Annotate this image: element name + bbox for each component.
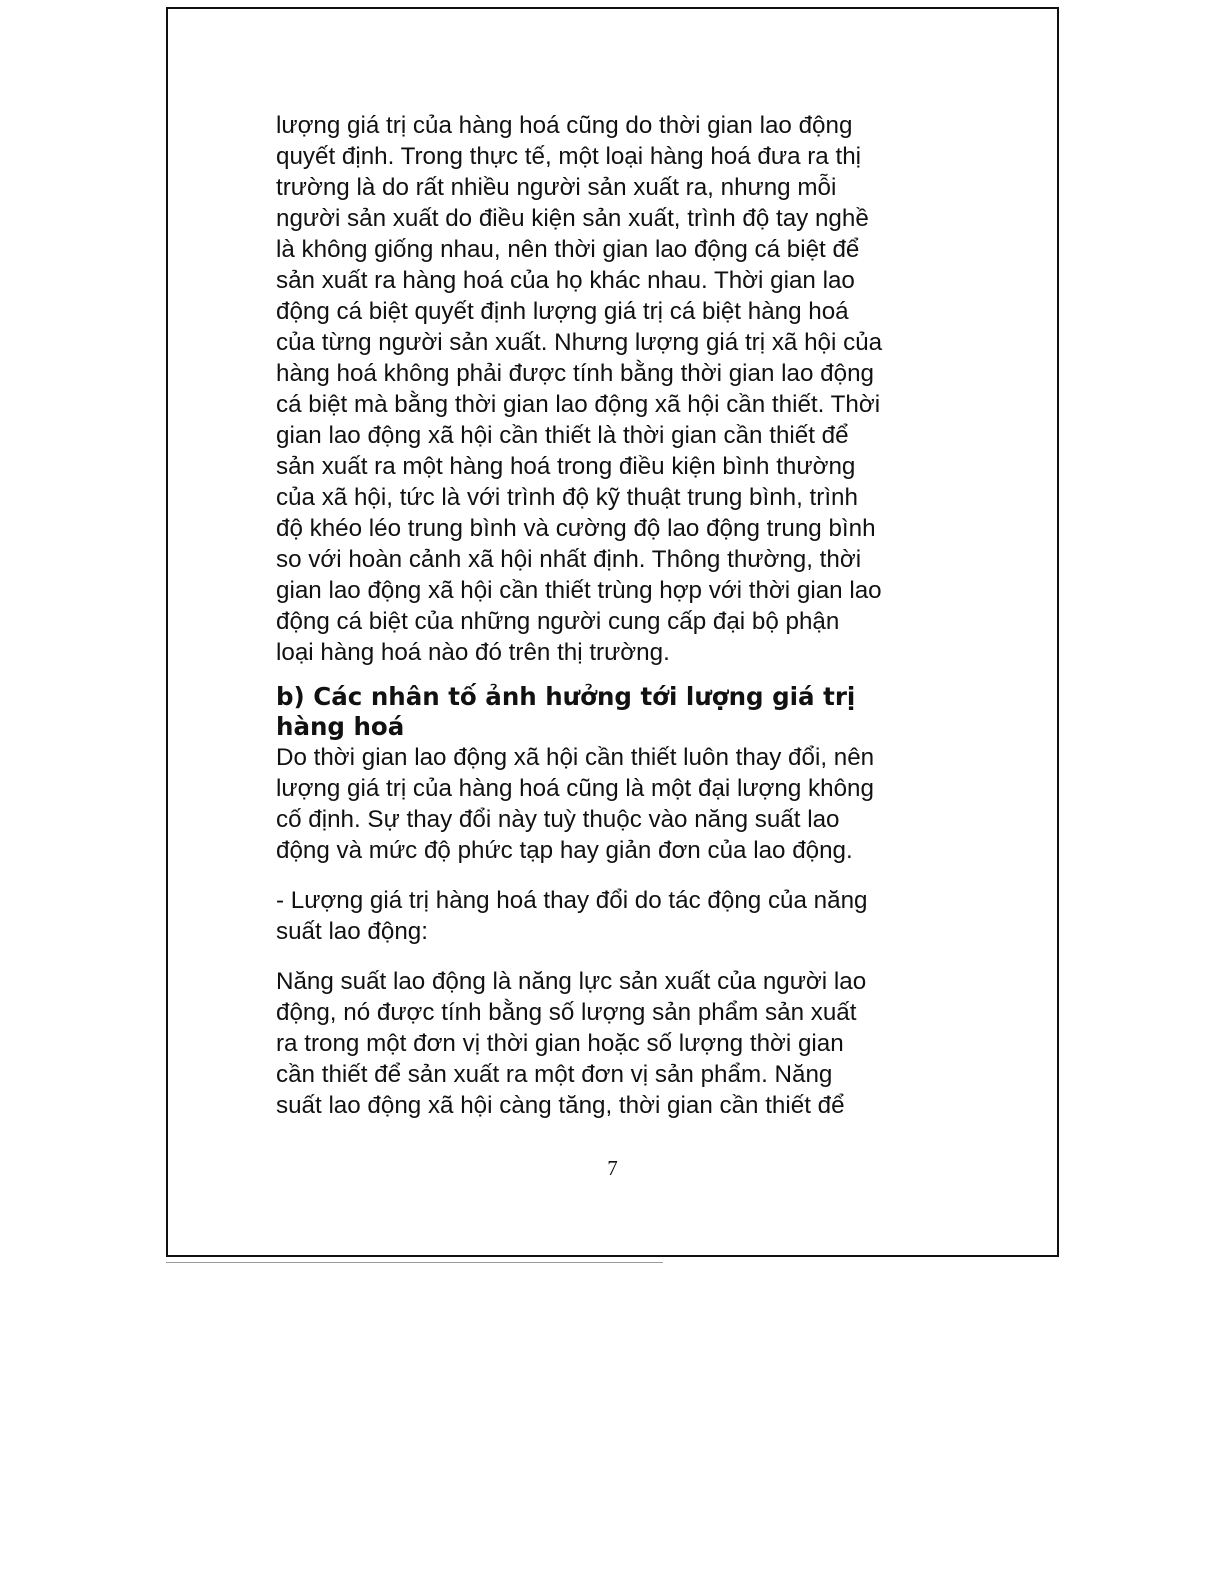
paragraph-2 bbox=[276, 742, 976, 866]
text-line: loại hàng hoá nào đó trên thị trường. bbox=[276, 639, 670, 666]
paragraph-4 bbox=[276, 966, 976, 1121]
text-line: suất lao động xã hội càng tăng, thời gian cần thiết để bbox=[276, 1092, 845, 1119]
text-line: Do thời gian lao động xã hội cần thiết luôn thay đổi, nên bbox=[276, 744, 875, 771]
text-line: so với hoàn cảnh xã hội nhất định. Thông thường, thời bbox=[276, 546, 862, 573]
text-line: cần thiết để sản xuất ra một đơn vị sản phẩm. Năng bbox=[276, 1061, 833, 1088]
text-line: quyết định. Trong thực tế, một loại hàng hoá đưa ra thị bbox=[276, 143, 862, 170]
page-number: 7 bbox=[607, 1156, 618, 1180]
text-line: Năng suất lao động là năng lực sản xuất của người lao bbox=[276, 968, 867, 995]
text-line: của xã hội, tức là với trình độ kỹ thuật trung bình, trình bbox=[276, 484, 858, 511]
text-line: động, nó được tính bằng số lượng sản phẩm sản xuất bbox=[276, 999, 857, 1026]
section-heading bbox=[276, 682, 976, 742]
text-line: của từng người sản xuất. Nhưng lượng giá trị xã hội của bbox=[276, 329, 883, 356]
heading-line: b) Các nhân tố ảnh hưởng tới lượng giá trị bbox=[276, 682, 856, 711]
paragraph-1 bbox=[276, 110, 976, 668]
text-line: ra trong một đơn vị thời gian hoặc số lượng thời gian bbox=[276, 1030, 844, 1057]
text-line: gian lao động xã hội cần thiết là thời gian cần thiết để bbox=[276, 422, 849, 449]
page-content bbox=[276, 110, 976, 1121]
text-line: là không giống nhau, nên thời gian lao động cá biệt để bbox=[276, 236, 860, 263]
text-line: động và mức độ phức tạp hay giản đơn của lao động. bbox=[276, 837, 853, 864]
text-line: động cá biệt của những người cung cấp đại bộ phận bbox=[276, 608, 840, 635]
document-page bbox=[166, 7, 1059, 1257]
text-line: gian lao động xã hội cần thiết trùng hợp với thời gian lao bbox=[276, 577, 882, 604]
paragraph-3 bbox=[276, 885, 976, 947]
text-line: - Lượng giá trị hàng hoá thay đổi do tác động của năng bbox=[276, 887, 868, 914]
text-line: độ khéo léo trung bình và cường độ lao động trung bình bbox=[276, 515, 876, 542]
text-line: cố định. Sự thay đổi này tuỳ thuộc vào năng suất lao bbox=[276, 806, 840, 833]
text-line: người sản xuất do điều kiện sản xuất, trình độ tay nghề bbox=[276, 205, 869, 232]
text-line: cá biệt mà bằng thời gian lao động xã hội cần thiết. Thời bbox=[276, 391, 881, 418]
text-line: lượng giá trị của hàng hoá cũng là một đại lượng không bbox=[276, 775, 874, 802]
heading-line: hàng hoá bbox=[276, 712, 405, 741]
text-line: hàng hoá không phải được tính bằng thời gian lao động bbox=[276, 360, 874, 387]
text-line: động cá biệt quyết định lượng giá trị cá biệt hàng hoá bbox=[276, 298, 849, 325]
text-line: lượng giá trị của hàng hoá cũng do thời gian lao động bbox=[276, 112, 853, 139]
text-line: sản xuất ra hàng hoá của họ khác nhau. Thời gian lao bbox=[276, 267, 855, 294]
page-divider bbox=[166, 1262, 663, 1263]
text-line: sản xuất ra một hàng hoá trong điều kiện bình thường bbox=[276, 453, 856, 480]
text-line: trường là do rất nhiều người sản xuất ra, nhưng mỗi bbox=[276, 174, 837, 201]
text-line: suất lao động: bbox=[276, 918, 428, 945]
